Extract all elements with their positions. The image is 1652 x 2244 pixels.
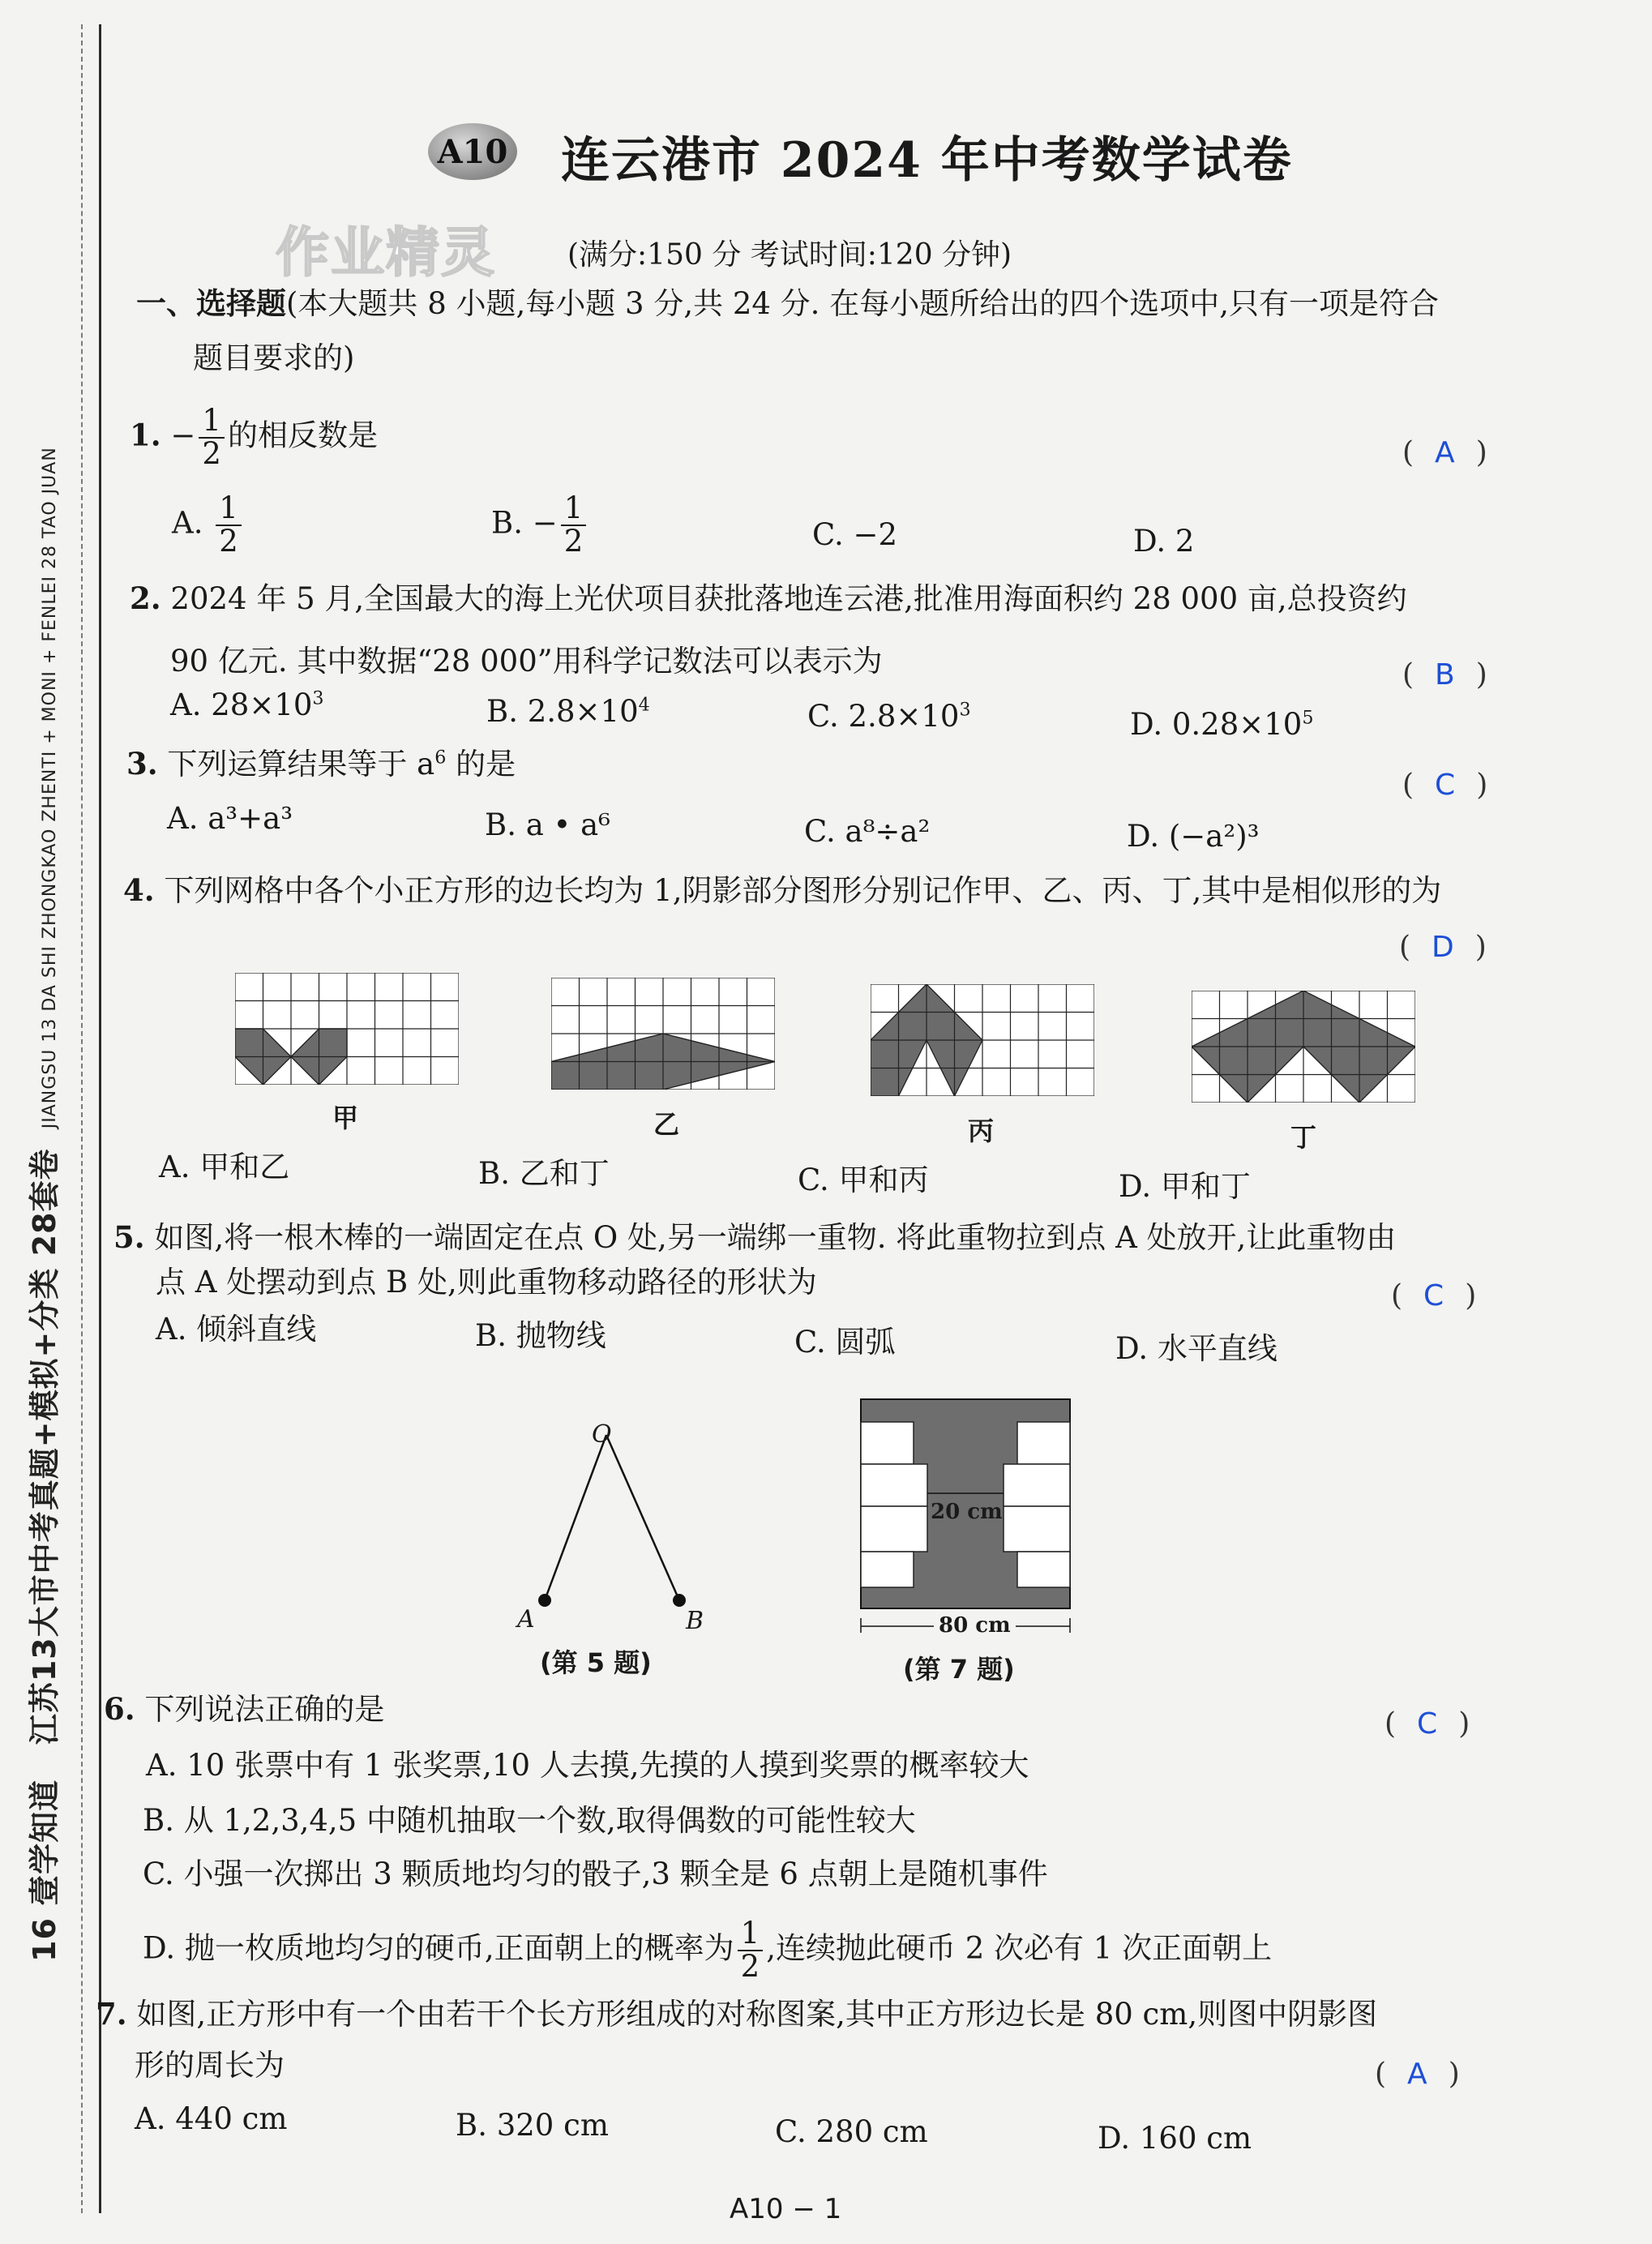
question-1 (130, 405, 378, 470)
question-2 (130, 580, 1407, 617)
q5-answer-value: C (1423, 1279, 1444, 1313)
q3-option-c: C. a⁸÷a² (804, 814, 931, 849)
q1-opt-a-den: 2 (219, 523, 238, 559)
fig5-label-a: A (517, 1605, 535, 1634)
q7-answer-value: A (1407, 2058, 1427, 2091)
binding-dash-line (81, 24, 83, 2213)
q1-answer: ( A ) (1402, 436, 1487, 469)
q4-option-c: C. 甲和丙 (798, 1163, 929, 1197)
fig7-rect-r2 (1004, 1464, 1070, 1506)
fig7-gap-label: 20 cm (931, 1500, 1003, 1524)
q7-option-d: D. 160 cm (1098, 2121, 1252, 2156)
q3-answer: ( C ) (1402, 769, 1488, 802)
q2-option-c (807, 699, 971, 734)
q7-option-b: B. 320 cm (456, 2108, 609, 2143)
q2-opt-a-exp: 3 (312, 687, 324, 709)
q5-option-b: B. 抛物线 (475, 1318, 606, 1353)
q5-number: 5. (113, 1219, 145, 1255)
q2-opt-c-exp: 3 (959, 699, 971, 721)
q2-line-2: 90 亿元. 其中数据“28 000”用科学记数法可以表示为 (170, 644, 883, 679)
q1-minus: − (170, 418, 196, 453)
point-a-dot (538, 1594, 551, 1607)
q4-option-b: B. 乙和丁 (478, 1156, 610, 1191)
grid-bing (871, 984, 1094, 1096)
q3-option-d: D. (−a²)³ (1127, 819, 1260, 854)
q6-opt-d-den: 2 (740, 1948, 760, 1984)
page-title: 连云港市 2024 年中考数学试卷 (561, 132, 1293, 189)
q4-option-d: D. 甲和丁 (1119, 1169, 1251, 1204)
q7-option-a: A. 440 cm (135, 2101, 288, 2136)
binding-line (99, 24, 101, 2213)
q1-option-c: C. −2 (812, 517, 898, 552)
q2-opt-a-base: A. 28×10 (170, 687, 313, 722)
page-footer: A10 − 1 (730, 2193, 842, 2225)
fig7-caption: (第 7 题) (903, 1654, 1015, 1685)
q4-number: 4. (123, 872, 155, 908)
q5-answer: ( C ) (1391, 1279, 1477, 1313)
spine-series: 江苏13大市中考真题+模拟+分类 28套卷 (27, 1148, 62, 1745)
q2-number: 2. (130, 580, 161, 616)
pendulum-left-rod (545, 1435, 606, 1600)
paper-badge: A10 (428, 123, 517, 180)
grid-ding (1192, 991, 1415, 1103)
spine-pinyin: JIANGSU 13 DA SHI ZHONGKAO ZHENTI + MONI + FENLEI 28 TAO JUAN (40, 447, 60, 1129)
q4-answer-value: D (1432, 931, 1454, 964)
q1-answer-value: A (1435, 436, 1455, 469)
q1-option-b (491, 490, 589, 559)
q4-text: 下列网格中各个小正方形的边长均为 1,阴影部分图形分别记作甲、乙、丙、丁,其中是相似形的为 (164, 873, 1442, 908)
spine-text (19, 195, 64, 1962)
q1-number: 1. (130, 417, 161, 453)
q6-option-d (143, 1918, 1272, 1983)
section-heading (136, 285, 1439, 322)
q6-answer: ( C ) (1385, 1707, 1470, 1741)
q1-option-d: D. 2 (1133, 524, 1195, 559)
grid-label-bing: 丙 (968, 1116, 995, 1146)
q5-option-a: A. 倾斜直线 (156, 1312, 317, 1347)
page-subtitle: (满分:150 分 考试时间:120 分钟) (567, 238, 1012, 272)
q1-option-a (172, 490, 245, 559)
q2-opt-c-base: C. 2.8×10 (807, 699, 960, 734)
q6-opt-d-pre: D. 抛一枚质地均匀的硬币,正面朝上的概率为 (143, 1930, 734, 1966)
q2-answer: ( B ) (1402, 658, 1487, 692)
q2-opt-b-base: B. 2.8×10 (486, 694, 639, 729)
q3-answer-value: C (1435, 769, 1456, 802)
q1-opt-b-num: 1 (561, 493, 587, 526)
section-desc-1: (本大题共 8 小题,每小题 3 分,共 24 分. 在每小题所给出的四个选项中,只有一项是符合 (286, 286, 1439, 321)
fig5-label-o: O (592, 1420, 612, 1449)
q7-line-1: 如图,正方形中有一个由若干个长方形组成的对称图案,其中正方形边长是 80 cm,则图中阴影图 (136, 1997, 1378, 2032)
q1-opt-b-label: B. (491, 505, 523, 541)
question-7 (96, 1996, 1377, 2032)
q5-option-c: C. 圆弧 (794, 1325, 896, 1360)
q7-line-2: 形的周长为 (135, 2048, 285, 2083)
q2-line-1: 2024 年 5 月,全国最大的海上光伏项目获批落地连云港,批准用海面积约 28 000 亩,总投资约 (170, 581, 1407, 616)
q5-line-1: 如图,将一根木棒的一端固定在点 O 处,另一端绑一重物. 将此重物拉到点 A 处放开,让此重物由 (154, 1220, 1397, 1255)
q3-number: 3. (126, 746, 158, 782)
fig7-rect-l4 (861, 1552, 914, 1587)
q7-option-c: C. 280 cm (775, 2114, 928, 2149)
q6-option-a: A. 10 张票中有 1 张奖票,10 人去摸,先摸的人摸到奖票的概率较大 (146, 1748, 1029, 1783)
q2-option-d (1130, 707, 1313, 743)
q4-option-a: A. 甲和乙 (159, 1150, 290, 1184)
q3-text-pre: 下列运算结果等于 a (167, 747, 435, 782)
q3-text-exp: 6 (434, 747, 447, 769)
fig7-rect-l1 (861, 1422, 914, 1464)
q2-opt-b-exp: 4 (638, 694, 650, 716)
q3-option-a: A. a³+a³ (167, 801, 293, 836)
q5-option-d: D. 水平直线 (1115, 1331, 1278, 1366)
q1-frac-num: 1 (199, 405, 225, 439)
grid-yi (551, 978, 775, 1090)
q2-opt-d-base: D. 0.28×10 (1130, 707, 1303, 742)
fig7-rect-l2 (861, 1464, 927, 1506)
q3-option-b: B. a • a⁶ (485, 807, 611, 842)
q2-option-a (170, 687, 324, 723)
q1-text: 的相反数是 (227, 418, 378, 453)
spine-brand: 16 壹学知道 (27, 1779, 62, 1962)
pendulum-right-rod (606, 1435, 679, 1600)
figure-5-pendulum (511, 1411, 713, 1629)
fig5-label-b: B (686, 1607, 704, 1635)
question-5 (113, 1219, 1396, 1256)
q1-fraction (199, 405, 225, 470)
q6-opt-d-post: ,连续抛此硬币 2 次必有 1 次正面朝上 (766, 1930, 1273, 1966)
q3-text-post: 的是 (446, 747, 516, 782)
watermark: 作业精灵 (276, 221, 496, 284)
q7-answer: ( A ) (1375, 2058, 1460, 2091)
q6-number: 6. (104, 1691, 135, 1727)
question-3 (126, 746, 516, 782)
fig7-rect-r4 (1017, 1552, 1070, 1587)
q1-opt-a-label: A. (172, 505, 203, 541)
grid-label-ding: 丁 (1290, 1122, 1317, 1153)
fig5-caption: (第 5 题) (540, 1647, 652, 1678)
q5-line-2: 点 A 处摆动到点 B 处,则此重物移动路径的形状为 (156, 1265, 817, 1300)
grid-label-jia: 甲 (332, 1103, 359, 1133)
q1-opt-b-minus: − (532, 505, 558, 541)
section-label: 一、选择题 (136, 285, 286, 321)
q6-opt-d-num: 1 (738, 1918, 764, 1951)
q1-frac-den: 2 (202, 435, 221, 471)
grid-jia (235, 973, 459, 1085)
q2-option-b (486, 694, 650, 730)
point-b-dot (673, 1594, 686, 1607)
q2-opt-d-exp: 5 (1302, 707, 1314, 729)
fig7-width-label: 80 cm (934, 1613, 1016, 1638)
q1-opt-a-num: 1 (216, 493, 242, 526)
q6-option-c: C. 小强一次掷出 3 颗质地均匀的骰子,3 颗全是 6 点朝上是随机事件 (143, 1856, 1048, 1891)
q6-option-b: B. 从 1,2,3,4,5 中随机抽取一个数,取得偶数的可能性较大 (143, 1803, 916, 1838)
fig7-rect-l3 (861, 1506, 927, 1552)
question-4 (123, 872, 1441, 909)
fig7-rect-r1 (1017, 1422, 1070, 1464)
q6-answer-value: C (1417, 1707, 1438, 1741)
question-6 (104, 1691, 384, 1728)
q2-answer-value: B (1435, 658, 1455, 692)
fig7-rect-r3 (1004, 1506, 1070, 1552)
grid-label-yi: 乙 (653, 1109, 680, 1140)
q6-text: 下列说法正确的是 (144, 1692, 385, 1727)
q7-number: 7. (96, 1996, 127, 2032)
q4-answer: ( D ) (1399, 931, 1487, 964)
section-desc-2: 题目要求的) (193, 340, 355, 375)
q1-opt-b-den: 2 (563, 523, 584, 559)
